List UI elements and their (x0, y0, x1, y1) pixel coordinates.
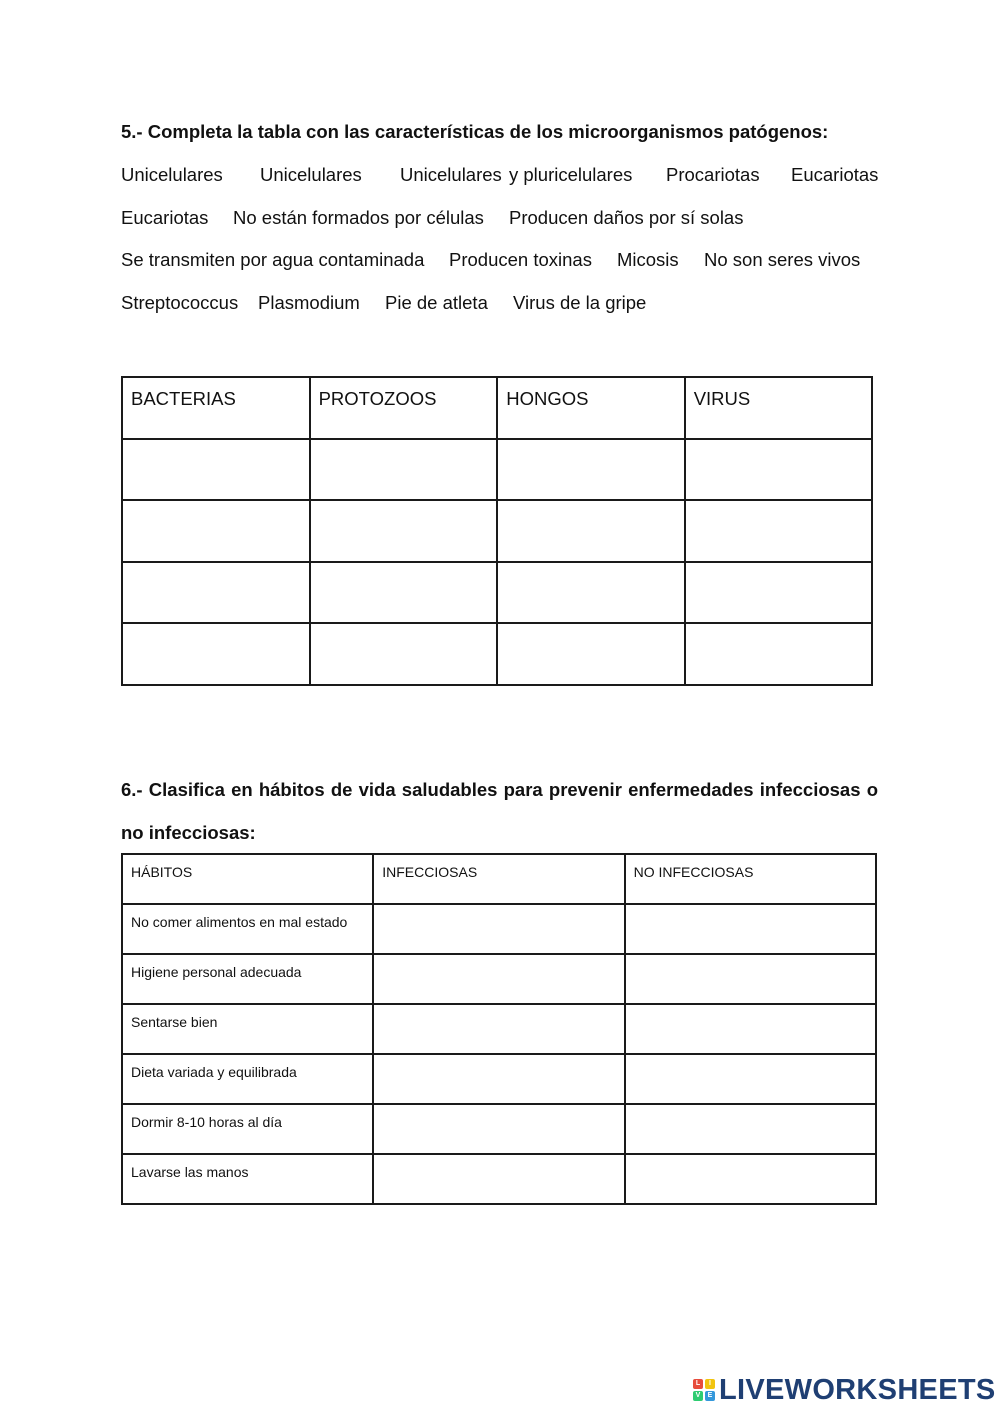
word-bank-item: Plasmodium (258, 292, 360, 313)
liveworksheets-logo (693, 1374, 996, 1406)
word-bank-item: Eucariotas (791, 164, 879, 185)
answer-cell[interactable] (310, 500, 498, 562)
habit-label: Higiene personal adecuada (122, 954, 373, 1004)
table-row (122, 1004, 876, 1054)
word-bank-item: Streptococcus (121, 292, 239, 313)
header-no-infecciosas: NO INFECCIOSAS (625, 854, 876, 904)
answer-cell[interactable] (122, 500, 310, 562)
answer-cell[interactable] (685, 439, 872, 501)
logo-square: E (705, 1391, 715, 1401)
table-row (122, 1104, 876, 1154)
answer-cell[interactable] (122, 439, 310, 501)
logo-text: LIVEWORKSHEETS (719, 1374, 996, 1406)
word-bank-item: Unicelulares (260, 164, 362, 185)
habit-label: Dormir 8-10 horas al día (122, 1104, 373, 1154)
header-infecciosas: INFECCIOSAS (373, 854, 624, 904)
answer-cell[interactable] (625, 1054, 876, 1104)
word-bank-item: y pluricelulares (509, 164, 633, 185)
table-row (122, 500, 872, 562)
liveworksheets-mark-icon (693, 1379, 715, 1401)
logo-square: V (693, 1391, 703, 1401)
answer-cell[interactable] (310, 623, 498, 685)
habit-label: Lavarse las manos (122, 1154, 373, 1204)
logo-square: I (705, 1379, 715, 1389)
header-habitos: HÁBITOS (122, 854, 373, 904)
answer-cell[interactable] (625, 954, 876, 1004)
table-row (122, 562, 872, 624)
table-row (122, 623, 872, 685)
answer-cell[interactable] (625, 1104, 876, 1154)
word-bank-item: Micosis (617, 249, 679, 270)
table-header-row (122, 854, 876, 904)
answer-cell[interactable] (685, 562, 872, 624)
word-bank-item: Eucariotas (121, 207, 209, 228)
microorganisms-table (121, 376, 873, 686)
question-6-title: 6.- Clasifica en hábitos de vida saludables para prevenir enfermedades infecciosas o no infecciosas: (121, 779, 878, 843)
answer-cell[interactable] (310, 562, 498, 624)
word-bank-item: Se transmiten por agua contaminada (121, 249, 425, 270)
answer-cell[interactable] (685, 500, 872, 562)
answer-cell[interactable] (625, 1154, 876, 1204)
header-protozoos: PROTOZOOS (310, 377, 498, 439)
answer-cell[interactable] (373, 1004, 624, 1054)
answer-cell[interactable] (373, 954, 624, 1004)
habit-label: Dieta variada y equilibrada (122, 1054, 373, 1104)
answer-cell[interactable] (625, 904, 876, 954)
table-header-row (122, 377, 872, 439)
answer-cell[interactable] (310, 439, 498, 501)
word-bank-item: Virus de la gripe (513, 292, 647, 313)
question-5-title: 5.- Completa la tabla con las características de los microorganismos patógenos: (121, 121, 829, 142)
answer-cell[interactable] (685, 623, 872, 685)
table-row (122, 904, 876, 954)
answer-cell[interactable] (122, 562, 310, 624)
word-bank-item: Producen toxinas (449, 249, 592, 270)
header-virus: VIRUS (685, 377, 872, 439)
answer-cell[interactable] (373, 1054, 624, 1104)
habit-label: Sentarse bien (122, 1004, 373, 1054)
answer-cell[interactable] (373, 904, 624, 954)
header-bacterias: BACTERIAS (122, 377, 310, 439)
word-bank-item: Procariotas (666, 164, 760, 185)
answer-cell[interactable] (373, 1104, 624, 1154)
answer-cell[interactable] (497, 562, 684, 624)
table-row (122, 1154, 876, 1204)
word-bank-item: No están formados por células (233, 207, 484, 228)
answer-cell[interactable] (373, 1154, 624, 1204)
word-bank-item: Unicelulares (400, 164, 502, 185)
table-row (122, 1054, 876, 1104)
logo-square: L (693, 1379, 703, 1389)
answer-cell[interactable] (497, 500, 684, 562)
header-hongos: HONGOS (497, 377, 684, 439)
answer-cell[interactable] (497, 623, 684, 685)
word-bank-item: Producen daños por sí solas (509, 207, 744, 228)
habits-table (121, 853, 877, 1205)
word-bank-item: No son seres vivos (704, 249, 861, 270)
table-row (122, 439, 872, 501)
answer-cell[interactable] (497, 439, 684, 501)
answer-cell[interactable] (625, 1004, 876, 1054)
table-row (122, 954, 876, 1004)
habit-label: No comer alimentos en mal estado (122, 904, 373, 954)
answer-cell[interactable] (122, 623, 310, 685)
word-bank-item: Pie de atleta (385, 292, 488, 313)
word-bank-item: Unicelulares (121, 164, 223, 185)
